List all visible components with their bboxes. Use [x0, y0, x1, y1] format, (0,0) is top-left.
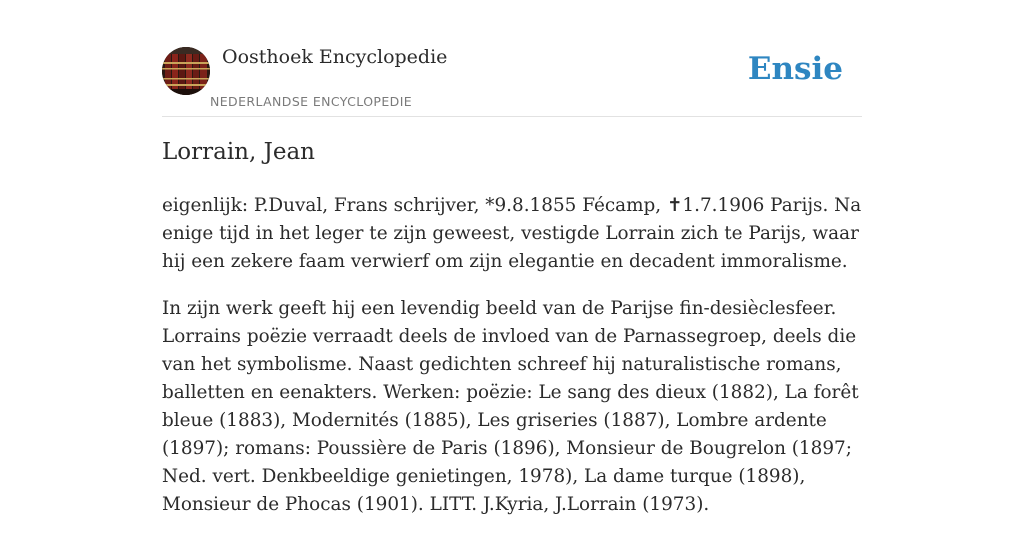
site-subtitle: NEDERLANDSE ENCYCLOPEDIE: [210, 94, 413, 109]
entry-body: [162, 192, 862, 538]
entry-paragraph: eigenlijk: P.Duval, Frans schrijver, *9.8.1855 Fécamp, ✝1.7.1906 Parijs. Na enige tijd in het leger te zijn geweest, vestigde Lorrain zich te Parijs, waar hij een zekere faam verwierf om zijn elegantie en decadent immoralisme.: [162, 195, 862, 272]
page-container: [162, 0, 862, 515]
brand-logo[interactable]: Ensie: [747, 51, 843, 87]
site-title[interactable]: Oosthoek Encyclopedie: [222, 46, 448, 68]
entry-title: Lorrain, Jean: [162, 139, 315, 165]
entry-paragraph: In zijn werk geeft hij een levendig beeld van de Parijse fin-desièclesfeer. Lorrains poëzie verraadt deels de invloed van de Parnassegroep, deels die van het symbolisme. Naast gedichten schreef hij naturalistische romans, balletten en eenakters. Werken: poëzie: Le sang des dieux (1882), La forêt bleue (1883), Modernités (1885), Les griseries (1887), Lombre ardente (1897); romans: Poussière de Paris (1896), Monsieur de Bougrelon (1897; Ned. vert. Denkbeeldige genietingen, 1978), La dame turque (1898), Monsieur de Phocas (1901). LITT. J.Kyria, J.Lorrain (1973).: [162, 298, 859, 515]
encyclopedia-books-icon[interactable]: [162, 47, 210, 95]
site-header: [162, 0, 862, 117]
